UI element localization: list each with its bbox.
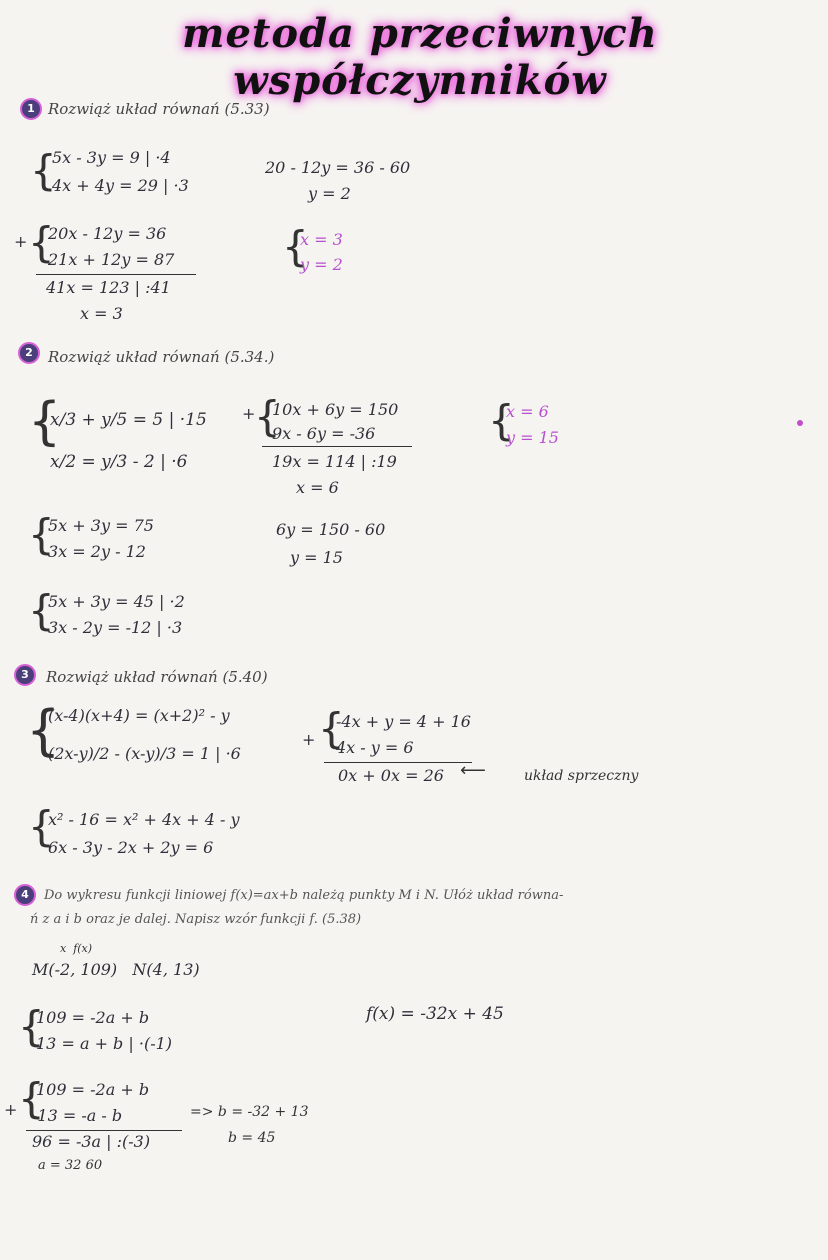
answer: y = 2: [300, 255, 343, 274]
equation: 4x + 4y = 29 | ·3: [52, 176, 189, 195]
equation: x = 6: [296, 478, 339, 497]
side-calculation: y = 15: [290, 548, 343, 567]
brace: {: [254, 392, 281, 441]
task-label: Rozwiąż układ równań (5.33): [48, 100, 270, 118]
side-calculation: 6y = 150 - 60: [276, 520, 386, 539]
brace: {: [488, 396, 515, 445]
task-label: Rozwiąż układ równań (5.40): [46, 668, 268, 686]
sum-line: [36, 274, 196, 275]
equation: 13 = a + b | ·(-1): [36, 1034, 173, 1053]
page-title: metoda przeciwnych współczynników: [182, 10, 658, 104]
brace: {: [318, 704, 345, 753]
title-banner: [20, 4, 820, 104]
equation: -4x + y = 4 + 16: [336, 712, 471, 731]
side-calculation: b = 45: [228, 1130, 276, 1146]
brace: {: [18, 1074, 45, 1123]
side-calculation: y = 2: [308, 184, 351, 203]
equation: 19x = 114 | :19: [272, 452, 397, 471]
side-calculation: => b = -32 + 13: [190, 1104, 309, 1120]
equation: a = 32 60: [38, 1158, 103, 1173]
equation: 5x + 3y = 45 | ·2: [48, 592, 185, 611]
final-answer: f(x) = -32x + 45: [366, 1004, 504, 1024]
brace: {: [28, 802, 55, 851]
equation: x² - 16 = x² + 4x + 4 - y: [48, 810, 240, 829]
brace: {: [28, 392, 62, 452]
plus-sign: +: [242, 404, 256, 423]
task-number-badge: 4: [14, 884, 36, 906]
brace: {: [282, 222, 309, 271]
equation: 3x = 2y - 12: [48, 542, 146, 561]
task-label: ń z a i b oraz je dalej. Napisz wzór funkcji f. (5.38): [30, 912, 362, 927]
sum-line: [262, 446, 412, 447]
equation: 5x + 3y = 75: [48, 516, 154, 535]
equation: 109 = -2a + b: [36, 1080, 150, 1099]
points-hint: x f(x): [60, 942, 93, 955]
brace: {: [18, 1002, 45, 1051]
equation: 20x - 12y = 36: [48, 224, 167, 243]
annotation: układ sprzeczny: [524, 768, 639, 784]
plus-sign: +: [4, 1100, 18, 1119]
answer: y = 15: [506, 428, 559, 447]
ink-dot: [797, 420, 803, 426]
task-number-badge: 3: [14, 664, 36, 686]
brace: {: [28, 510, 55, 559]
points: M(-2, 109) N(4, 13): [32, 960, 200, 979]
task-label: Do wykresu funkcji liniowej f(x)=ax+b należą punkty M i N. Ułóż układ równa-: [44, 888, 564, 903]
equation: 21x + 12y = 87: [48, 250, 175, 269]
equation: 0x + 0x = 26: [338, 766, 444, 785]
equation: x/2 = y/3 - 2 | ·6: [50, 452, 188, 472]
brace: {: [28, 218, 55, 267]
equation: 9x - 6y = -36: [272, 424, 376, 443]
equation: 3x - 2y = -12 | ·3: [48, 618, 183, 637]
task-number-badge: 1: [20, 98, 42, 120]
equation: 5x - 3y = 9 | ·4: [52, 148, 171, 167]
equation: -13 = -a - b: [32, 1106, 123, 1125]
equation: x = 3: [80, 304, 123, 323]
brace: {: [26, 699, 61, 762]
brace: {: [30, 146, 57, 195]
equation: (2x-y)/2 - (x-y)/3 = 1 | ·6: [48, 744, 241, 763]
equation: 96 = -3a | :(-3): [32, 1132, 151, 1151]
side-calculation: 20 - 12y = 36 - 60: [265, 158, 411, 177]
answer: x = 6: [506, 402, 549, 421]
plus-sign: +: [302, 730, 316, 749]
task-label: Rozwiąż układ równań (5.34.): [48, 348, 275, 366]
sum-line: [26, 1130, 182, 1131]
equation: 109 = -2a + b: [36, 1008, 150, 1027]
arrow-left-icon: ⟵: [460, 760, 486, 781]
equation: 6x - 3y - 2x + 2y = 6: [48, 838, 214, 857]
equation: (x-4)(x+4) = (x+2)² - y: [48, 706, 230, 725]
equation: 10x + 6y = 150: [272, 400, 399, 419]
task-number-badge: 2: [18, 342, 40, 364]
equation: x/3 + y/5 = 5 | ·15: [50, 410, 207, 430]
equation: 4x - y = 6: [336, 738, 414, 757]
sum-line: [324, 762, 472, 763]
equation: 41x = 123 | :41: [46, 278, 171, 297]
brace: {: [28, 586, 55, 635]
answer: x = 3: [300, 230, 343, 249]
plus-sign: +: [14, 232, 28, 251]
